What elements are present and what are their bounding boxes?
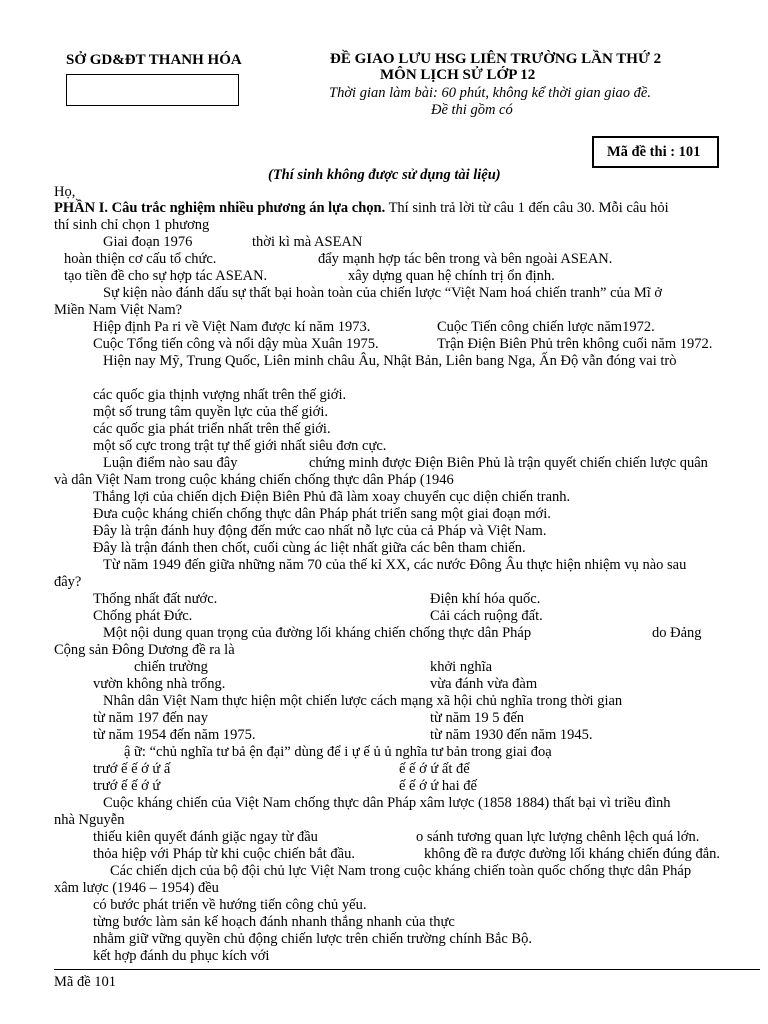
q3-stem: Hiện nay Mỹ, Trung Quốc, Liên minh châu Âu, Nhật Bản, Liên bang Nga, Ấn Độ vẫn đóng vai trò (103, 353, 677, 369)
q2-option-c: Cuộc Tổng tiến công và nổi dậy mùa Xuân 1975. (93, 336, 379, 352)
q4-stem-a: Luận điểm nào sau đây (103, 455, 238, 471)
q2-option-a: Hiệp định Pa ri về Việt Nam được kí năm 1973. (93, 319, 371, 335)
q10-option-a: có bước phát triển về hướng tiến công chủ yếu. (93, 897, 367, 913)
q5-stem-line1: Từ năm 1949 đến giữa những năm 70 của thế kỉ XX, các nước Đông Âu thực hiện nhiệm vụ nào sau (103, 557, 687, 573)
q4-option-a: Thắng lợi của chiến dịch Điện Biên Phủ đã làm xoay chuyển cục diện chiến tranh. (93, 489, 571, 505)
part1-intro (54, 200, 669, 217)
q1-option-c: tạo tiền đề cho sự hợp tác ASEAN. (64, 268, 268, 284)
q2-option-b: Cuộc Tiến công chiến lược năm1972. (437, 319, 655, 335)
department-name: SỞ GD&ĐT THANH HÓA (66, 52, 242, 68)
q6-stem-b: do Đảng (652, 625, 702, 641)
q10-option-d: kết hợp đánh du phục kích với (93, 948, 270, 964)
q6-option-a: chiến trường (134, 659, 208, 675)
q3-option-c: các quốc gia phát triển nhất trên thế giới. (93, 421, 331, 437)
q4-option-c: Đây là trận đánh huy động đến mức cao nhất nỗ lực của cả Pháp và Việt Nam. (93, 523, 547, 539)
q10-option-c: nhằm giữ vững quyền chủ động chiến lược trên chiến trường chính Bắc Bộ. (93, 931, 532, 947)
q1-option-a: hoàn thiện cơ cấu tổ chức. (64, 251, 217, 267)
exam-time: Thời gian làm bài: 60 phút, không kể thời gian giao đề. (329, 85, 651, 101)
q5-option-c: Chống phát Đức. (93, 608, 193, 624)
part1-title: PHẦN I. Câu trắc nghiệm nhiều phương án lựa chọn. (54, 200, 386, 216)
exam-pages: Đề thi gồm có (431, 102, 513, 118)
q8-option-d: ế ế ớ ứ hai đế (399, 778, 477, 794)
exam-subject: MÔN LỊCH SỬ LỚP 12 (380, 67, 536, 83)
q7-option-c: từ năm 1954 đến năm 1975. (93, 727, 256, 743)
q9-option-c: thỏa hiệp với Pháp từ khi cuộc chiến bắt đầu. (93, 846, 355, 862)
q10-option-b: từng bước làm sản kế hoạch đánh nhanh thắng nhanh của thực (93, 914, 455, 930)
q10-stem-line1: Các chiến dịch của bộ đội chủ lực Việt Nam trong cuộc kháng chiến toàn quốc chống thực dân Pháp (110, 863, 692, 879)
name-label: Họ, (54, 184, 76, 200)
q8-stem: ậ ữ: “chủ nghĩa tư bả ện đại” dùng để i ự ế ủ ủ nghĩa tư bản trong giai đoạ (124, 744, 552, 760)
q10-stem-line2: xâm lược (1946 – 1954) đều (54, 880, 219, 896)
exam-code-box (592, 136, 719, 168)
q9-stem-line1: Cuộc kháng chiến của Việt Nam chống thực dân Pháp xâm lược (1858 1884) thất bại vì triều đình (103, 795, 671, 811)
q4-option-d: Đây là trận đánh then chốt, cuối cùng ác liệt nhất giữa các bên tham chiến. (93, 540, 526, 556)
q5-option-d: Cải cách ruộng đất. (430, 608, 543, 624)
q8-option-c: trướ ế ế ớ ứ (93, 778, 161, 794)
q6-option-d: vừa đánh vừa đàm (430, 676, 538, 692)
q7-option-b: từ năm 19 5 đến (430, 710, 525, 726)
no-materials-note: (Thí sinh không được sử dụng tài liệu) (268, 167, 501, 183)
q4-stem-b: chứng minh được Điện Biên Phủ là trận quyết chiến chiến lược quân (309, 455, 708, 471)
footer-rule (54, 969, 760, 970)
q4-stem-line2: và dân Việt Nam trong cuộc kháng chiến chống thực dân Pháp (1946 (54, 472, 454, 488)
exam-title: ĐỀ GIAO LƯU HSG LIÊN TRƯỜNG LẦN THỨ 2 (330, 51, 662, 67)
q7-option-d: từ năm 1930 đến năm 1945. (430, 727, 593, 743)
q6-stem-a: Một nội dung quan trọng của đường lối kháng chiến chống thực dân Pháp (103, 625, 532, 641)
q1-stem-a: Giai đoạn 1976 (103, 234, 193, 250)
q2-stem-line1: Sự kiện nào đánh dấu sự thất bại hoàn toàn của chiến lược “Việt Nam hoá chiến tranh” của Mĩ ở (103, 285, 663, 301)
part1-instructions: Thí sinh trả lời từ câu 1 đến câu 30. Mỗi câu hỏi (385, 200, 669, 216)
q6-option-b: khởi nghĩa (430, 659, 493, 675)
q1-option-d: xây dựng quan hệ chính trị ổn định. (348, 268, 555, 284)
q9-option-a: thiếu kiên quyết đánh giặc ngay từ đầu (93, 829, 318, 845)
q5-option-b: Điện khí hóa quốc. (430, 591, 541, 607)
q7-stem: Nhân dân Việt Nam thực hiện một chiến lược cách mạng xã hội chủ nghĩa trong thời gian (103, 693, 623, 709)
q8-option-b: ế ế ớ ứ ất để (399, 761, 470, 777)
q6-option-c: vườn không nhà trống. (93, 676, 226, 692)
q3-option-d: một số cực trong trật tự thế giới nhất siêu đơn cực. (93, 438, 387, 454)
q5-option-a: Thống nhất đất nước. (93, 591, 218, 607)
q7-option-a: từ năm 197 đến nay (93, 710, 208, 726)
q4-option-b: Đưa cuộc kháng chiến chống thực dân Pháp phát triển sang một giai đoạn mới. (93, 506, 551, 522)
q2-stem-line2: Miền Nam Việt Nam? (54, 302, 183, 318)
q5-stem-line2: đây? (54, 574, 82, 590)
q8-option-a: trướ ế ế ớ ứ ấ (93, 761, 171, 777)
q9-option-b: o sánh tương quan lực lượng chênh lệch quá lớn. (416, 829, 700, 845)
blank-box (66, 74, 239, 106)
part1-instructions-line2: thí sinh chỉ chọn 1 phương (54, 217, 210, 233)
q1-option-b: đẩy mạnh hợp tác bên trong và bên ngoài ASEAN. (318, 251, 613, 267)
q6-stem-line2: Cộng sản Đông Dương đề ra là (54, 642, 235, 658)
q3-option-b: một số trung tâm quyền lực của thế giới. (93, 404, 328, 420)
footer-exam-code: Mã đề 101 (54, 974, 117, 990)
q9-option-d: không đề ra được đường lối kháng chiến đúng đắn. (424, 846, 721, 862)
q1-stem-b: thời kì mà ASEAN (252, 234, 363, 250)
q3-option-a: các quốc gia thịnh vượng nhất trên thế giới. (93, 387, 347, 403)
q9-stem-line2: nhà Nguyễn (54, 812, 125, 828)
exam-code: Mã đề thi : 101 (607, 144, 701, 160)
q2-option-d: Trận Điện Biên Phủ trên không cuối năm 1972. (437, 336, 713, 352)
